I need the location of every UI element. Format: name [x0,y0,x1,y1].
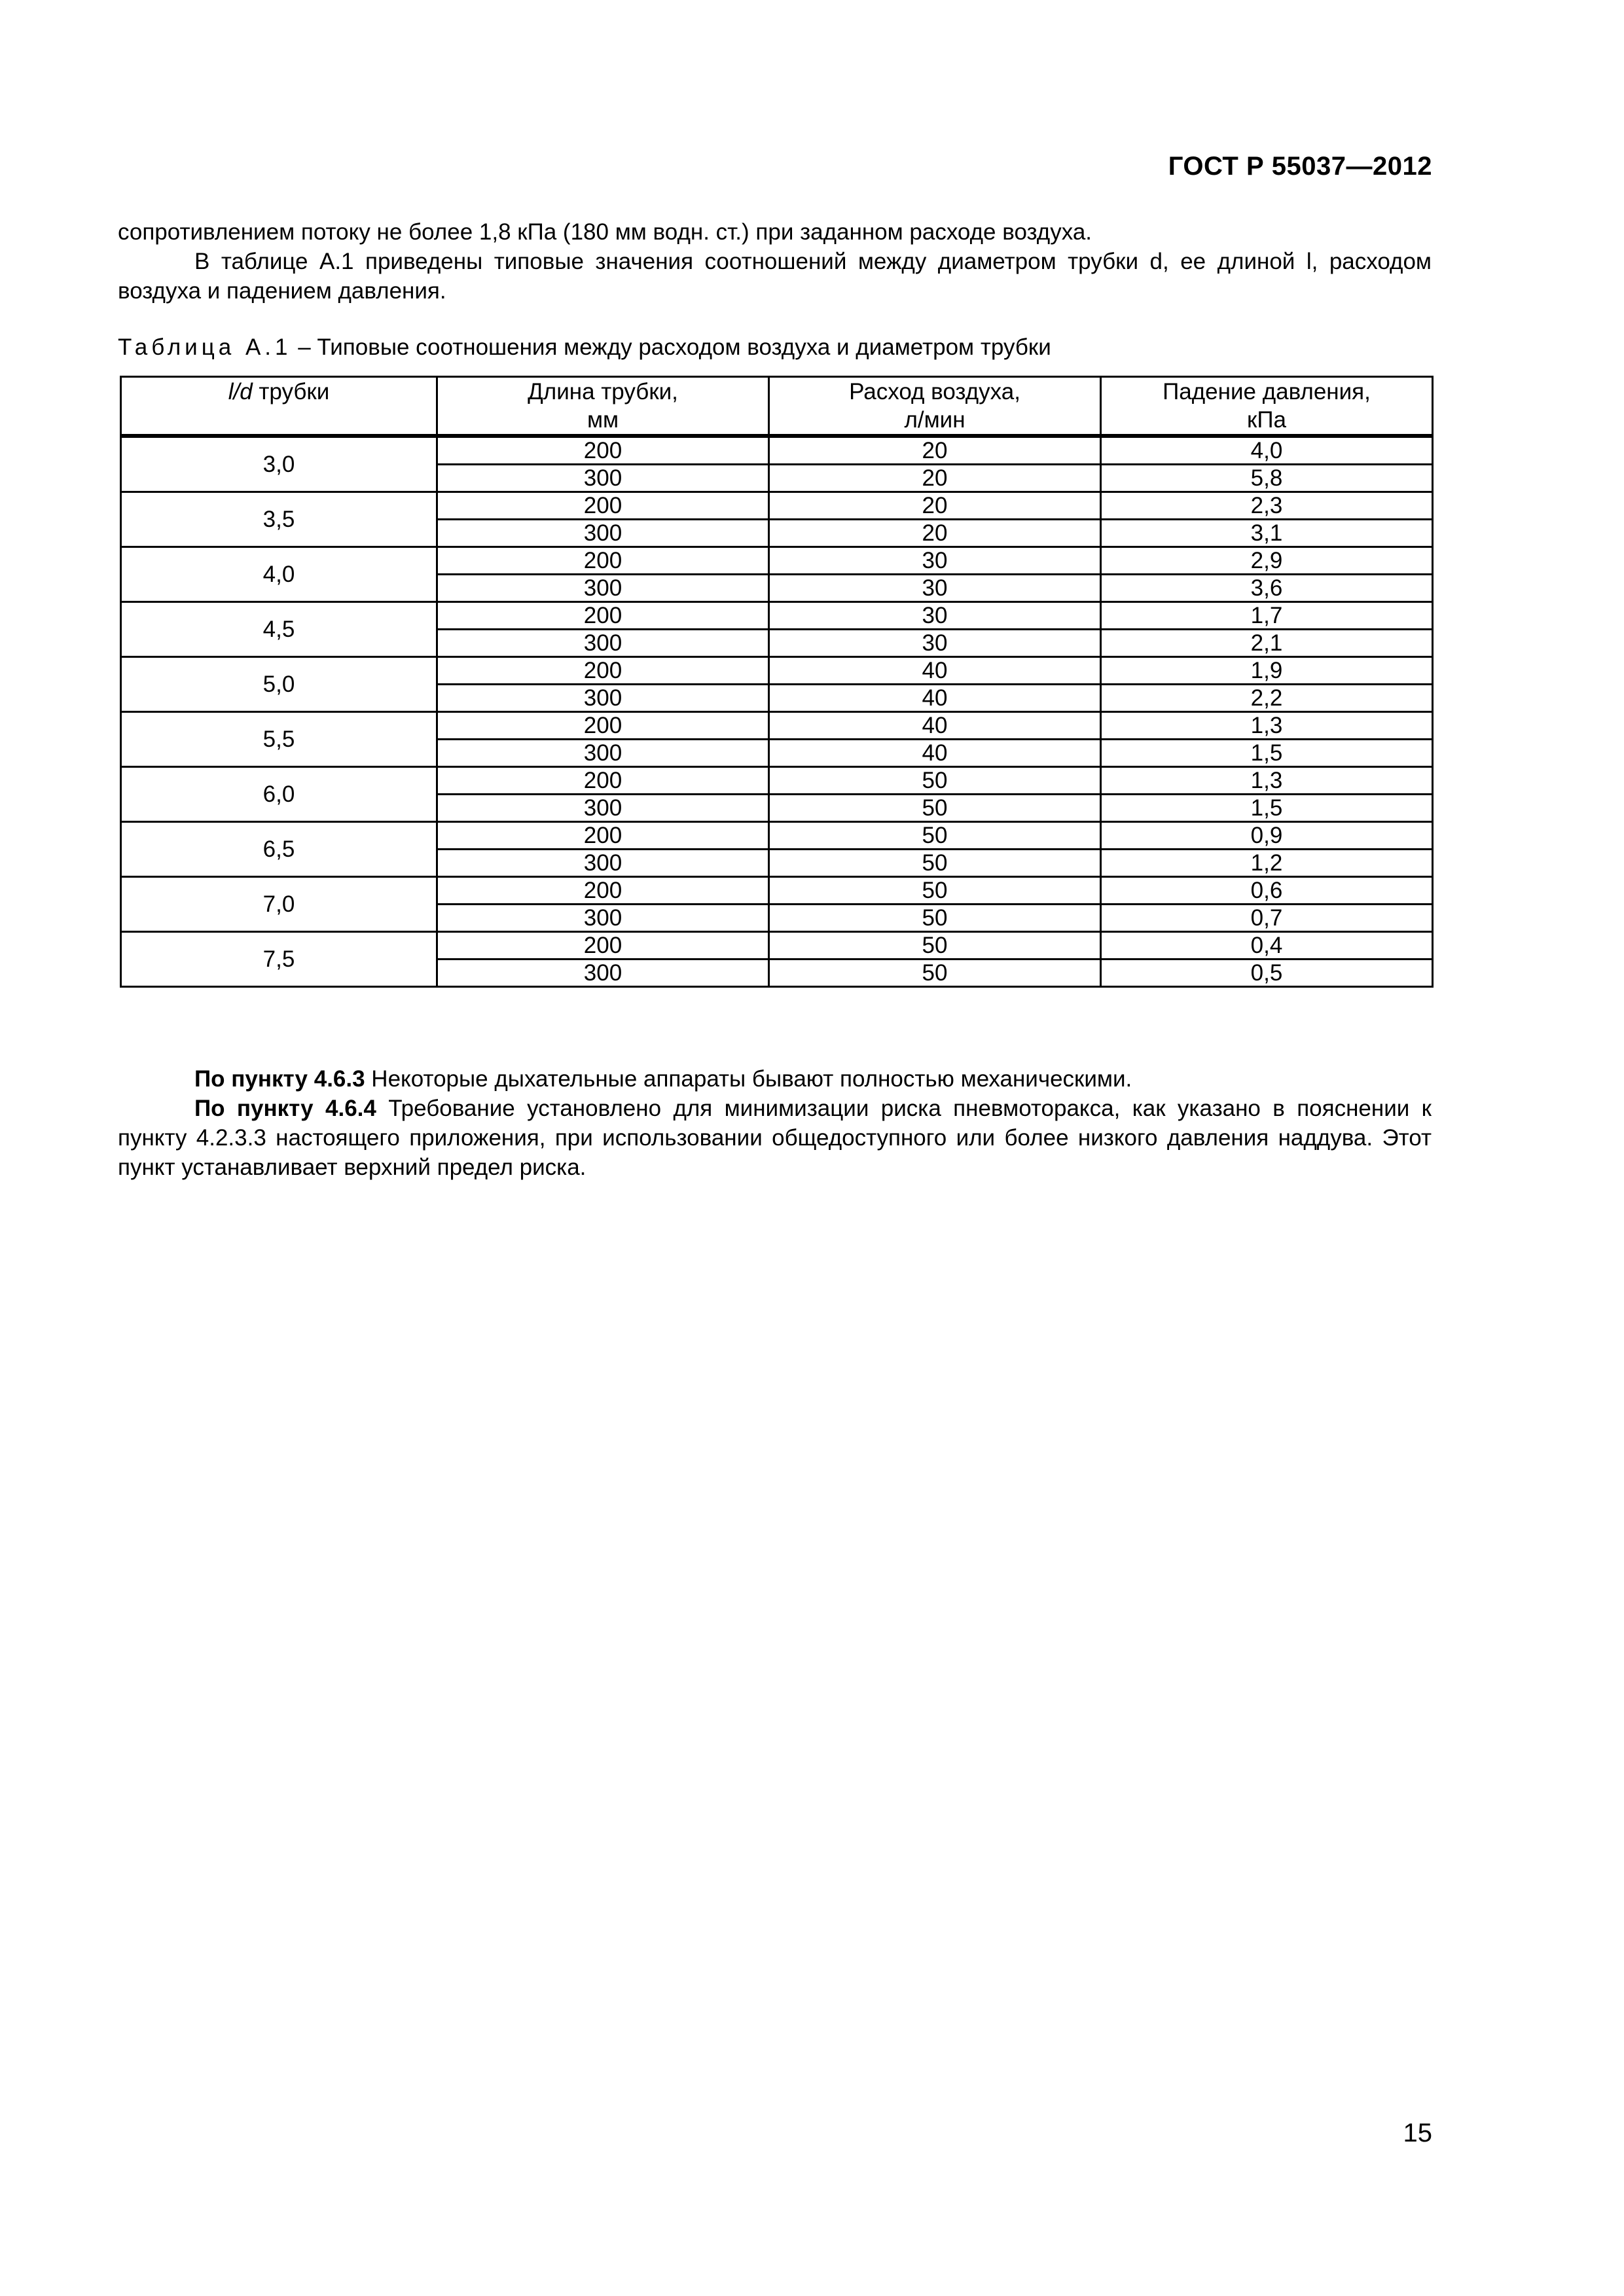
cell-airflow: 50 [769,850,1101,877]
cell-length: 300 [437,685,769,712]
cell-length: 200 [437,822,769,850]
cell-length: 300 [437,905,769,932]
header-length-label: Длина трубки, [528,379,678,404]
cell-airflow: 20 [769,465,1101,492]
table-body [121,436,1433,987]
cell-pressure-drop: 1,3 [1101,767,1433,795]
cell-length: 200 [437,657,769,685]
cell-airflow: 50 [769,905,1101,932]
cell-ratio: 3,0 [121,436,437,492]
cell-pressure-drop: 1,2 [1101,850,1433,877]
cell-length: 200 [437,436,769,465]
cell-length: 200 [437,492,769,520]
header-airflow [769,377,1101,437]
table-row [121,436,1433,465]
notes-section [118,1064,1432,1182]
cell-airflow: 30 [769,630,1101,657]
note-4-6-4 [118,1094,1432,1182]
header-length [437,377,769,437]
cell-ratio: 5,0 [121,657,437,712]
cell-pressure-drop: 2,3 [1101,492,1433,520]
header-length-unit: мм [586,407,619,433]
cell-length: 200 [437,767,769,795]
cell-pressure-drop: 2,9 [1101,547,1433,575]
cell-ratio: 7,0 [121,877,437,932]
cell-length: 300 [437,740,769,767]
cell-airflow: 50 [769,932,1101,960]
airflow-table [120,376,1434,988]
table-row [121,492,1433,520]
note-4-6-3-label: По пункту 4.6.3 [194,1066,365,1092]
table-header-row [121,377,1433,437]
cell-length: 200 [437,932,769,960]
header-ratio [121,377,437,437]
cell-pressure-drop: 0,4 [1101,932,1433,960]
cell-airflow: 40 [769,685,1101,712]
cell-ratio: 7,5 [121,932,437,987]
table-row [121,822,1433,850]
table-row [121,877,1433,905]
header-pressure-label: Падение давления, [1163,379,1371,404]
cell-length: 300 [437,465,769,492]
table-row [121,547,1433,575]
page-number: 15 [1403,2119,1432,2147]
document-number: ГОСТ Р 55037—2012 [1168,152,1432,181]
note-4-6-3-text: Некоторые дыхательные аппараты бывают полностью механическими. [365,1066,1132,1092]
cell-ratio: 4,5 [121,602,437,657]
cell-length: 300 [437,575,769,602]
cell-pressure-drop: 0,5 [1101,960,1433,987]
cell-pressure-drop: 1,5 [1101,795,1433,822]
header-ratio-label: трубки [252,379,330,404]
table-row [121,602,1433,630]
cell-length: 200 [437,877,769,905]
cell-ratio: 5,5 [121,712,437,767]
table-row [121,657,1433,685]
table-row [121,932,1433,960]
cell-airflow: 30 [769,575,1101,602]
cell-length: 300 [437,850,769,877]
cell-airflow: 50 [769,822,1101,850]
intro-paragraph-1: сопротивлением потоку не более 1,8 кПа (180 мм водн. ст.) при заданном расходе воздуха. [118,219,1092,245]
table-caption [118,332,1051,362]
cell-pressure-drop: 5,8 [1101,465,1433,492]
cell-ratio: 3,5 [121,492,437,547]
cell-airflow: 20 [769,492,1101,520]
table-caption-text: – Типовые соотношения между расходом воздуха и диаметром трубки [291,334,1051,360]
table-caption-label: Таблица А.1 [118,334,292,360]
header-airflow-label: Расход воздуха, [849,379,1020,404]
cell-airflow: 40 [769,740,1101,767]
cell-airflow: 50 [769,767,1101,795]
cell-airflow: 30 [769,602,1101,630]
cell-length: 200 [437,712,769,740]
cell-ratio: 6,5 [121,822,437,877]
cell-length: 200 [437,602,769,630]
cell-airflow: 20 [769,520,1101,547]
cell-airflow: 50 [769,960,1101,987]
cell-ratio: 6,0 [121,767,437,822]
cell-pressure-drop: 0,9 [1101,822,1433,850]
cell-pressure-drop: 1,7 [1101,602,1433,630]
header-pressure-drop [1101,377,1433,437]
cell-pressure-drop: 3,6 [1101,575,1433,602]
header-pressure-unit: кПа [1247,407,1286,433]
cell-airflow: 20 [769,436,1101,465]
cell-length: 300 [437,630,769,657]
cell-length: 300 [437,520,769,547]
cell-airflow: 50 [769,795,1101,822]
table-row [121,712,1433,740]
cell-pressure-drop: 1,9 [1101,657,1433,685]
table-row [121,767,1433,795]
cell-pressure-drop: 2,1 [1101,630,1433,657]
note-4-6-4-text: Требование установлено для минимизации риска пневмоторакса, как указано в пояснении к пункту 4.2.3.3 настоящего приложения, при использовании общедоступного или более низкого давления наддува. Этот пункт устанавливает верхний предел риска. [118,1096,1432,1180]
header-ratio-symbol: l/d [228,379,253,404]
cell-pressure-drop: 1,3 [1101,712,1433,740]
cell-airflow: 40 [769,657,1101,685]
intro-paragraph-2: В таблице А.1 приведены типовые значения соотношений между диаметром трубки d, ее длиной l, расходом воздуха и падением давления. [118,249,1432,304]
header-airflow-unit: л/мин [904,407,965,433]
cell-pressure-drop: 2,2 [1101,685,1433,712]
cell-airflow: 40 [769,712,1101,740]
cell-length: 200 [437,547,769,575]
cell-pressure-drop: 0,6 [1101,877,1433,905]
cell-pressure-drop: 0,7 [1101,905,1433,932]
cell-airflow: 50 [769,877,1101,905]
cell-airflow: 30 [769,547,1101,575]
cell-length: 300 [437,795,769,822]
cell-ratio: 4,0 [121,547,437,602]
cell-pressure-drop: 4,0 [1101,436,1433,465]
note-4-6-4-label: По пункту 4.6.4 [194,1096,376,1121]
cell-pressure-drop: 1,5 [1101,740,1433,767]
cell-pressure-drop: 3,1 [1101,520,1433,547]
note-4-6-3 [118,1064,1432,1094]
cell-length: 300 [437,960,769,987]
